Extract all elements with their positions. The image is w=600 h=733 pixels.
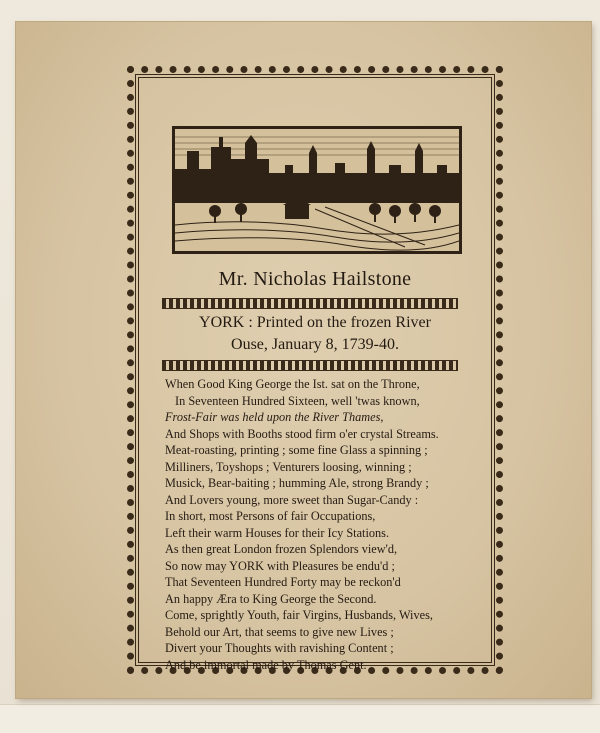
poem-line: And be immortal made by Thomas Gent. [165, 657, 367, 672]
poem-line: Frost-Fair was held upon the River Thames, [165, 410, 384, 424]
ornament-rule-top [162, 298, 458, 309]
poem-line: Divert your Thoughts with ravishing Content ; [165, 641, 394, 655]
imprint-line-1: YORK : Printed on the frozen River [199, 314, 431, 331]
poem-line: Musick, Bear-baiting ; humming Ale, strong Brandy ; [165, 476, 429, 490]
poem-line: Come, sprightly Youth, fair Virgins, Husbands, Wives, [165, 608, 433, 622]
poem-line: Behold our Art, that seems to give new Lives ; [165, 624, 394, 639]
imprint-line-2: Ouse, January 8, 1739-40. [231, 336, 399, 353]
poem-line: In short, most Persons of fair Occupations, [165, 509, 376, 523]
poem-line: So now may YORK with Pleasures be endu'd ; [165, 558, 395, 573]
poem-line: Left their warm Houses for their Icy Stations. [165, 525, 390, 540]
poem-line: Milliners, Toyshops ; Venturers loosing, winning ; [165, 459, 412, 474]
poem-line: An happy Æra to King George the Second. [165, 591, 377, 606]
poem-line: That Seventeen Hundred Forty may be reckon'd [165, 575, 401, 589]
poem-line: And Shops with Booths stood firm o'er crystal Streams. [165, 426, 439, 441]
broadside-title: Mr. Nicholas Hailstone [218, 268, 412, 290]
poem-text [165, 376, 465, 673]
mount-edge [0, 704, 600, 733]
poem-line: Meat-roasting, printing ; some fine Glass a spinning ; [165, 443, 428, 457]
poem-line: And Lovers young, more sweet than Sugar-Candy : [165, 492, 419, 507]
poem-line: As then great London frozen Splendors view'd, [165, 542, 398, 556]
poem-line: When Good King George the Ist. sat on the Throne, [165, 377, 420, 391]
poem-line: In Seventeen Hundred Sixteen, well 'twas known, [175, 393, 420, 408]
york-woodcut-image [172, 126, 462, 254]
ornament-rule-bottom [162, 360, 458, 371]
